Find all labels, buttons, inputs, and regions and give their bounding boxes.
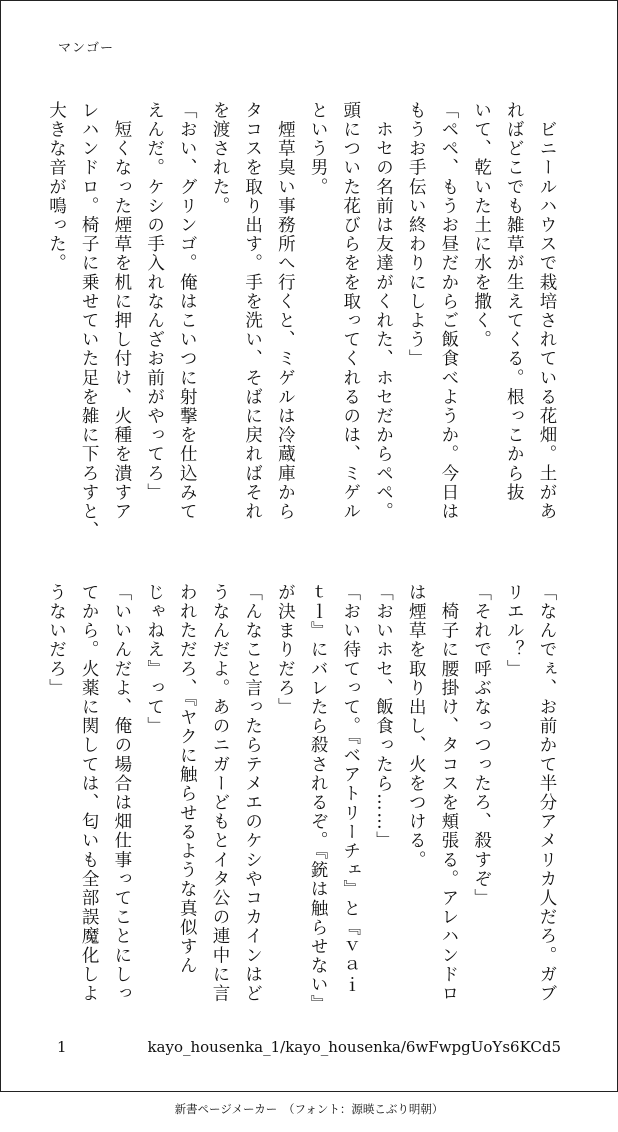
text-line: を渡された。 [209, 101, 230, 216]
text-line: 煙草臭い事務所へ行くと、ミゲルは冷蔵庫から [275, 101, 296, 522]
text-line: えんだ。ケシの手入れなんざお前がやってろ」 [144, 101, 165, 503]
text-line: ビニールハウスで栽培されている花畑。土があ [537, 101, 557, 522]
text-line: レハンドロ。椅子に乗せていた足を雑に下ろすと、 [79, 101, 100, 541]
text-line: 大きな音が鳴った。 [46, 101, 67, 273]
text-line: じゃねえ』って」 [144, 583, 165, 736]
text-line: われただろ、『ヤクに触らせるような真似すん [177, 583, 198, 976]
text-line: 「いいんだよ、俺の場合は畑仕事ってことにしっ [111, 583, 132, 1004]
text-line: が決まりだろ」 [275, 583, 296, 717]
page-number: 1 [57, 1038, 67, 1056]
text-block-top [40, 101, 563, 541]
text-line: うなんだよ。あのニガーどもとイタ公の連中に言 [209, 583, 230, 1004]
text-line: リエル？」 [504, 583, 525, 679]
text-line: 「なんでぇ、お前かて半分アメリカ人だろ。ガブ [537, 583, 557, 1004]
text-line: 短くなった煙草を机に押し付け、火種を潰すア [111, 101, 132, 522]
text-line: ホセの名前は友達がくれた、ホセだからペペ。 [373, 101, 394, 522]
text-line: は煙草を取り出し、火をつける。 [406, 583, 427, 870]
text-line: ればどこでも雑草が生えてくる。根っこから抜 [504, 101, 525, 503]
text-line: てから。火薬に関しては、匂いも全部誤魔化しよ [79, 583, 100, 1004]
generator-credit: 新書ページメーカー （フォント：源暎こぶり明朝） [174, 1102, 444, 1116]
text-line: 「ペペ、もうお昼だからご飯食べようか。今日は [438, 101, 459, 522]
text-line: という男。 [308, 101, 329, 197]
text-block-bottom [40, 583, 563, 1019]
page-title: マンゴー [58, 41, 115, 56]
text-line: 「おいホセ、飯食ったら……」 [373, 583, 394, 851]
text-line: 「んなこと言ったらテメエのケシやコカインはど [242, 583, 263, 1004]
text-line: 頭についた花びらをを取ってくれるのは、ミゲル [340, 101, 361, 522]
text-line: いて、乾いた土に水を撒く。 [471, 101, 492, 350]
text-line: 椅子に腰掛け、タコスを頬張る。アレハンドロ [438, 583, 459, 1004]
text-line: タコスを取り出す。手を洗い、そばに戻ればそれ [242, 101, 263, 522]
source-path: kayo_housenka_1/kayo_housenka/6wFwpgUoYs6KCd5 [147, 1038, 561, 1056]
text-line: 「それで呼ぶなっつったろ、殺すぞ」 [471, 583, 492, 908]
text-line: 「おい待てって。『ベアトリーチェ』と『ｖａｉ [340, 583, 361, 995]
text-line: うないだろ」 [46, 583, 67, 698]
text-line: ｔｌ』にバレたら殺されるぞ。『銃は触らせない』 [308, 583, 329, 1014]
text-line: もうお手伝い終わりにしよう」 [406, 101, 427, 369]
text-line: 「おい、グリンゴ。俺はこいつに射撃を仕込みて [177, 101, 198, 522]
